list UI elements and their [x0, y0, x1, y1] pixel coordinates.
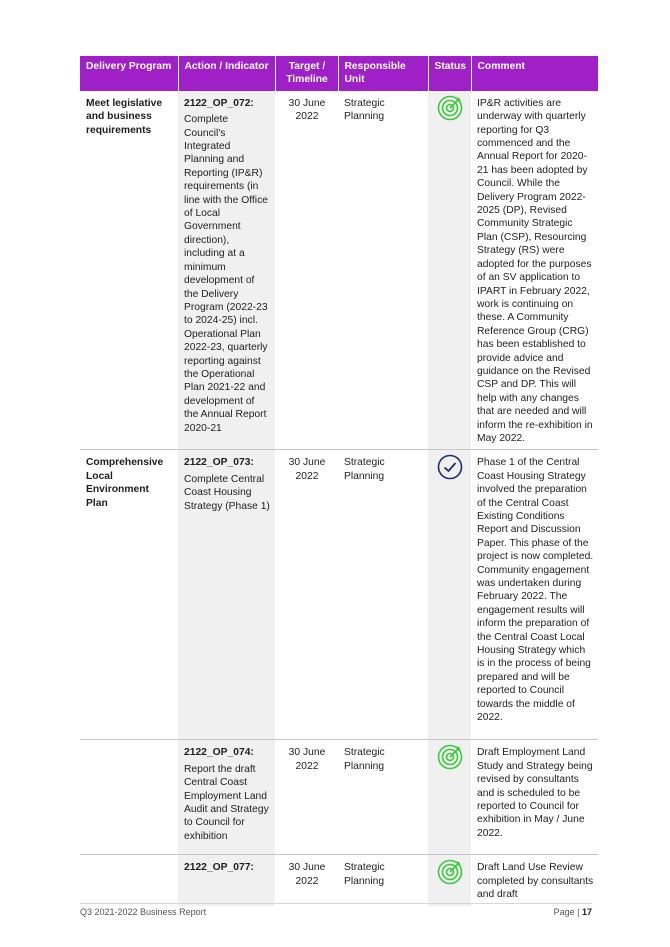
responsible-unit-cell: Strategic Planning	[338, 450, 428, 740]
status-cell	[428, 740, 471, 855]
status-cell	[428, 450, 471, 740]
action-indicator-cell	[178, 740, 275, 855]
table-row	[80, 740, 598, 855]
header-action-indicator: Action / Indicator	[178, 56, 275, 91]
page-number: 17	[581, 907, 592, 917]
comment-cell: Phase 1 of the Central Coast Housing Strategy involved the preparation of the Central Coast Existing Conditions Report and Discussion Paper. This phase of the project is now completed. Community engagement was undertaken during February 2022. The engagement results will inform the preparation of the Central Coast Local Housing Strategy which is in the process of being prepared and will be reported to Council towards the middle of 2022.	[471, 450, 598, 740]
target-timeline-cell: 30 June 2022	[288, 862, 326, 887]
table-row	[80, 855, 598, 906]
comment-cell: Draft Land Use Review completed by consultants and draft	[477, 862, 594, 901]
action-indicator-cell	[178, 855, 275, 906]
delivery-program-cell: Meet legislative and business requirements	[80, 91, 178, 450]
comment-cell: Draft Employment Land Study and Strategy being revised by consultants and is scheduled to be reported to Council for exhibition in May / June 2022.	[471, 740, 598, 855]
indicator-code: 2122_OP_077:	[184, 862, 254, 874]
delivery-program-cell: Comprehensive Local Environment Plan	[80, 450, 178, 740]
indicator-description: Complete Central Coast Housing Strategy (Phase 1)	[184, 473, 270, 512]
status-cell	[428, 91, 471, 450]
completed-icon	[437, 454, 463, 480]
action-indicator-cell	[178, 450, 275, 740]
status-cell	[428, 855, 471, 906]
indicator-code: 2122_OP_073:	[184, 457, 254, 469]
target-timeline-cell: 30 June 2022	[275, 740, 338, 855]
delivery-program-cell	[80, 740, 178, 855]
indicator-code: 2122_OP_074:	[184, 747, 254, 759]
report-title: Q3 2021-2022 Business Report	[80, 907, 207, 917]
page-footer	[80, 903, 592, 919]
header-status: Status	[428, 56, 471, 91]
header-comment: Comment	[471, 56, 598, 91]
header-responsible-unit: Responsible Unit	[338, 56, 428, 91]
page-label: Page |	[553, 907, 582, 917]
header-delivery-program: Delivery Program	[80, 56, 178, 91]
responsible-unit-cell: Strategic Planning	[344, 862, 385, 887]
on-target-icon	[437, 95, 463, 121]
business-report-table	[80, 56, 599, 906]
table-header-row	[80, 56, 598, 91]
indicator-code: 2122_OP_072:	[184, 97, 254, 109]
on-target-icon	[437, 859, 463, 885]
responsible-unit-cell: Strategic Planning	[338, 91, 428, 450]
table-row	[80, 91, 598, 450]
indicator-description: Complete Council's Integrated Planning and Reporting (IP&R) requirements (in line with the Office of Local Government direction), including at a minimum development of the Delivery Program (2022-23 to 2024-25) incl. Operational Plan 2022-23, quarterly reporting against the Operational Plan 2021-22 and development of the Annual Report 2020-21	[184, 114, 268, 434]
table-row	[80, 450, 598, 740]
target-timeline-cell: 30 June 2022	[275, 91, 338, 450]
page-indicator	[554, 907, 592, 917]
comment-cell: IP&R activities are underway with quarterly reporting for Q3 commenced and the Annual Report for 2020-21 has been adopted by Council. While the Delivery Program 2022-2025 (DP), Revised Community Strategic Plan (CSP), Resourcing Strategy (RS) were adopted for the purposes of an SV application to IPART in February 2022, work is continuing on these. A Community Reference Group (CRG) has been established to provide advice and guidance on the Revised CSP and DP. This will help with any changes that are needed and will inform the re-exhibition in May 2022.	[471, 91, 598, 450]
responsible-unit-cell: Strategic Planning	[338, 740, 428, 855]
target-timeline-cell: 30 June 2022	[275, 450, 338, 740]
action-indicator-cell	[178, 91, 275, 450]
indicator-description: Report the draft Central Coast Employment Land Audit and Strategy to Council for exhibition	[184, 763, 269, 842]
on-target-icon	[437, 744, 463, 770]
delivery-program-cell	[80, 855, 178, 906]
header-target-timeline: Target / Timeline	[275, 56, 338, 91]
